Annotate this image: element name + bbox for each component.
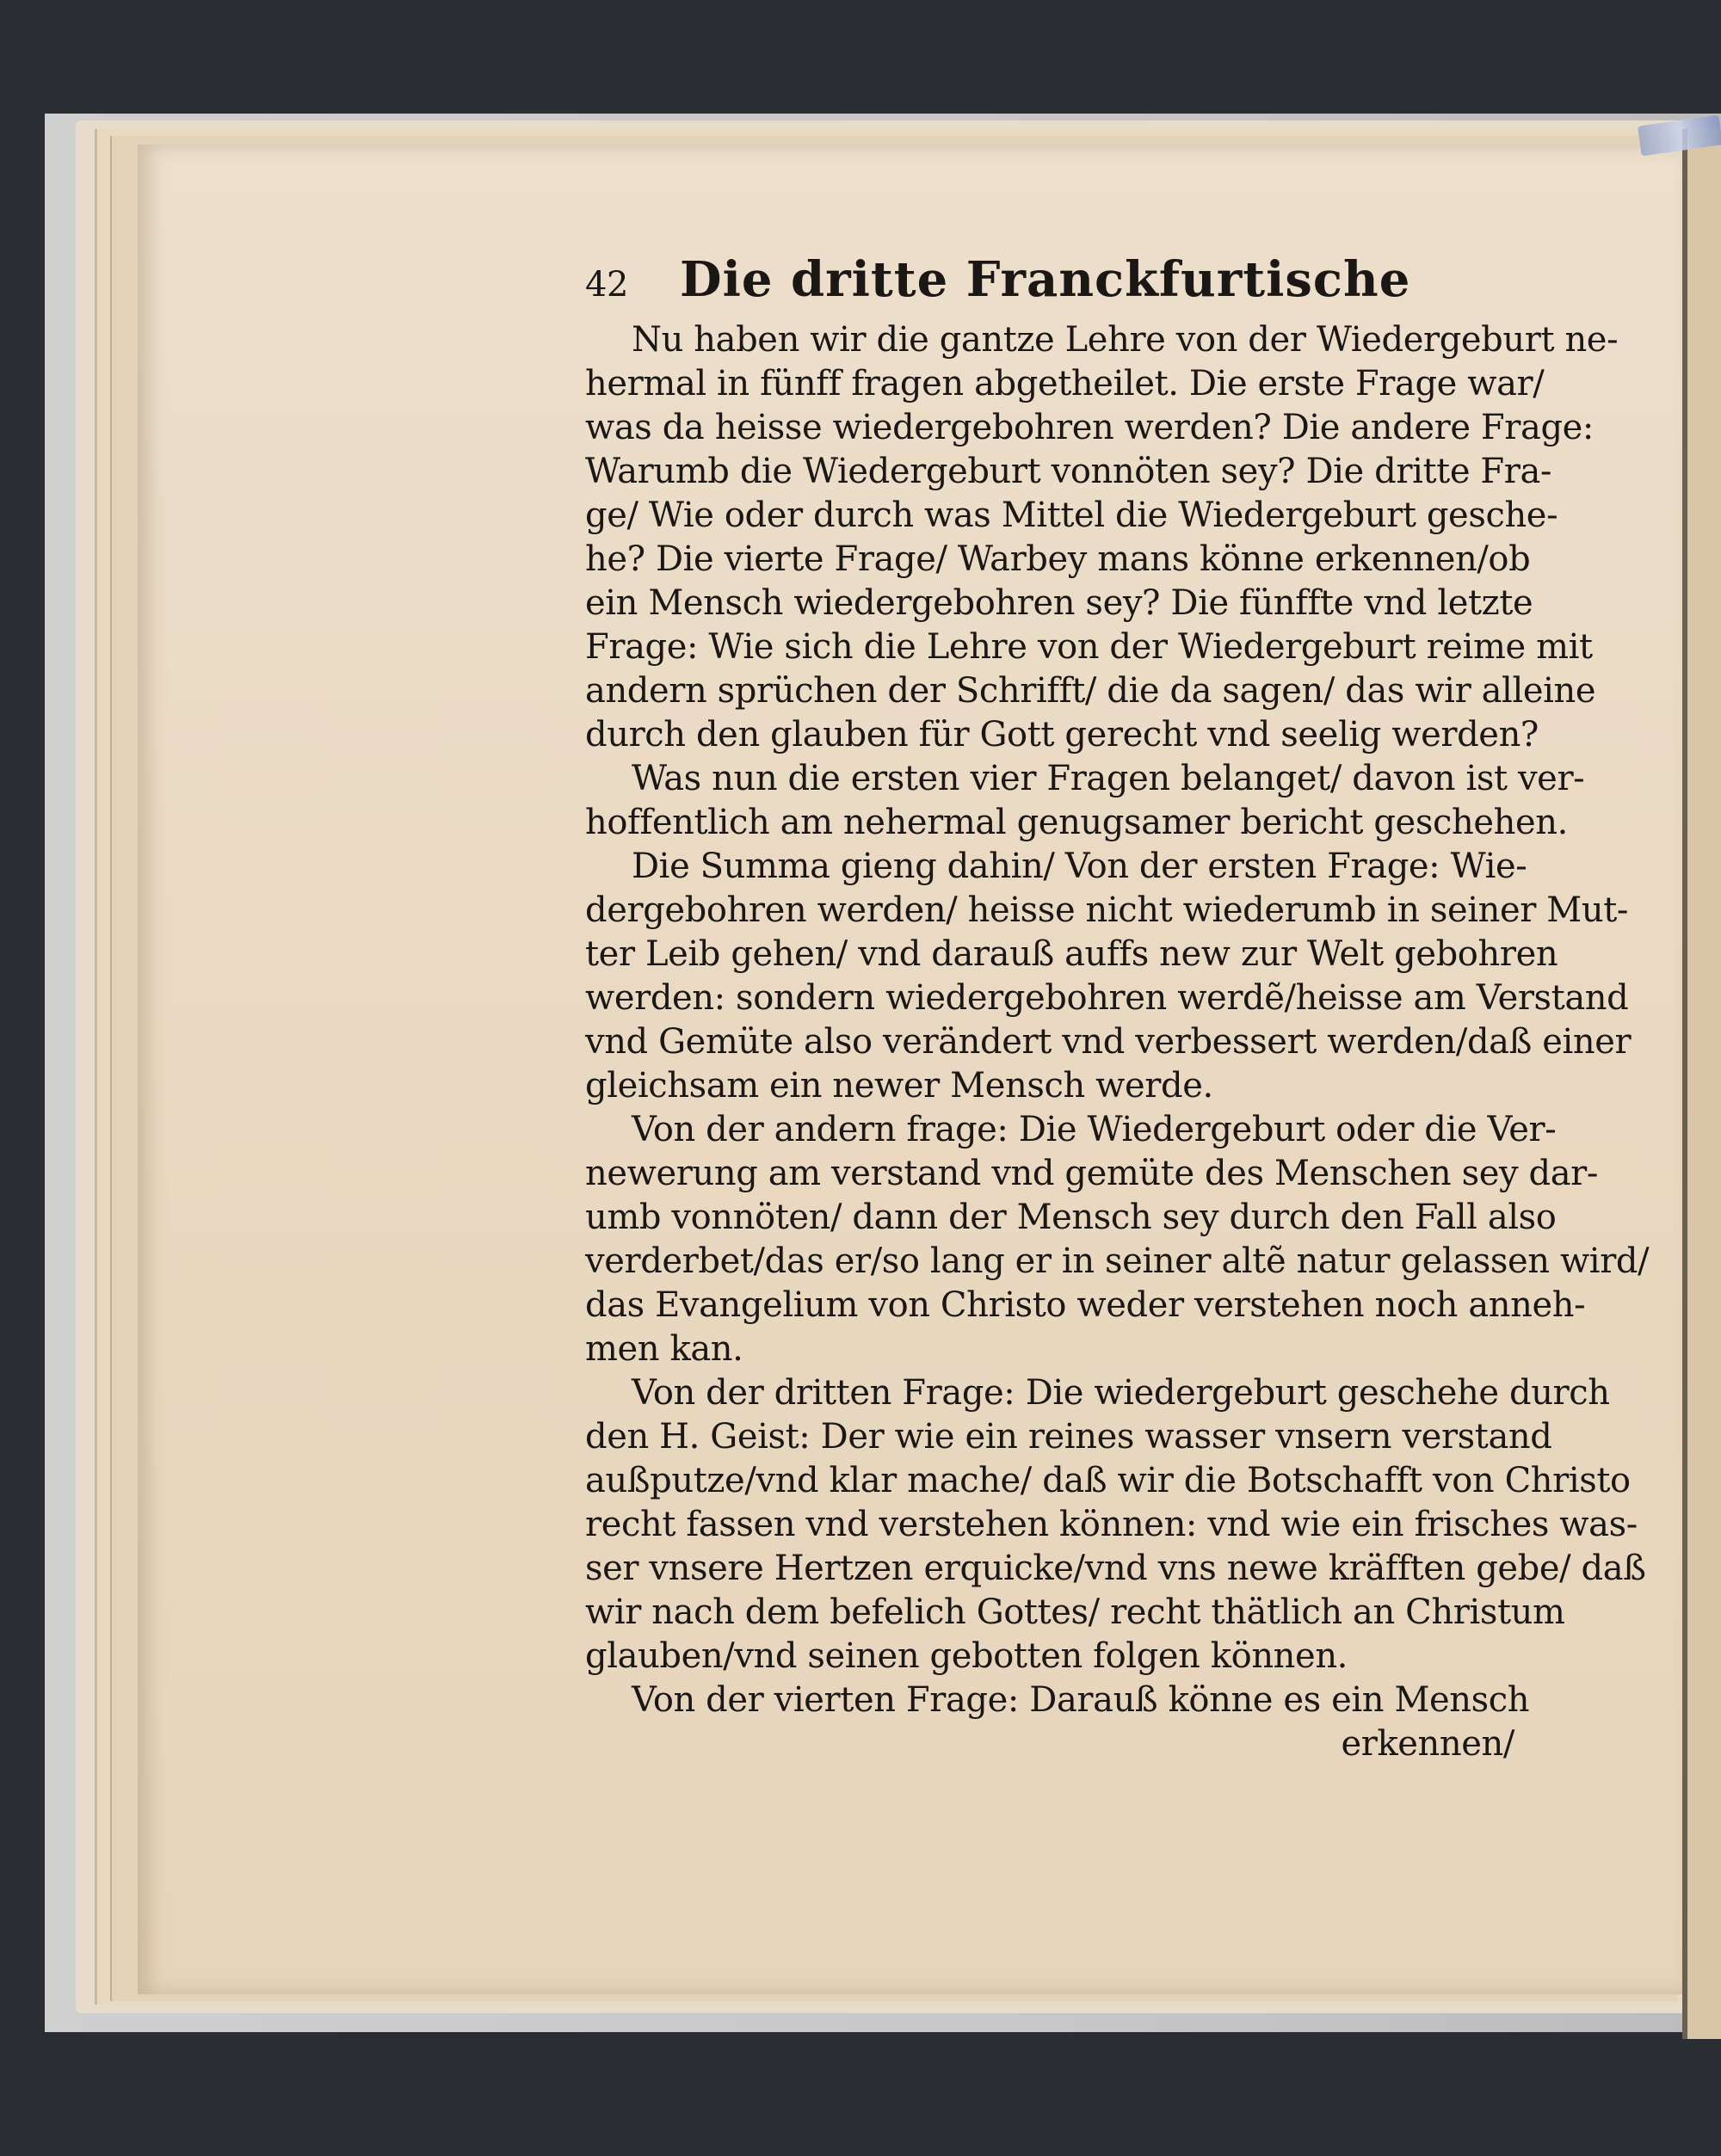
- text-line: umb vonnöten/ dann der Mensch sey durch den Fall also: [585, 1198, 1557, 1237]
- text-line: den H. Geist: Der wie ein reines wasser vnsern verstand: [585, 1417, 1552, 1457]
- page-header: [585, 251, 1532, 318]
- text-line: andern sprüchen der Schrifft/ die da sagen/ das wir alleine: [585, 671, 1596, 711]
- text-line: werden: sondern wiedergebohren werdẽ/heisse am Verstand: [585, 978, 1629, 1018]
- text-line: Was nun die ersten vier Fragen belanget/ davon ist ver-: [632, 759, 1585, 798]
- text-line: recht fassen vnd verstehen können: vnd wie ein frisches was-: [585, 1505, 1638, 1544]
- text-line: men kan.: [585, 1329, 743, 1369]
- text-line: durch den glauben für Gott gerecht vnd seelig werden?: [585, 715, 1539, 755]
- text-line: newerung am verstand vnd gemüte des Menschen sey dar-: [585, 1154, 1598, 1193]
- text-line: außputze/vnd klar mache/ daß wir die Botschafft von Christo: [585, 1461, 1631, 1500]
- text-line: Von der andern frage: Die Wiedergeburt oder die Ver-: [632, 1110, 1557, 1149]
- text-line: Nu haben wir die gantze Lehre von der Wiedergeburt ne-: [632, 320, 1619, 360]
- text-line: glauben/vnd seinen gebotten folgen können.: [585, 1636, 1348, 1676]
- text-line: hoffentlich am nehermal genugsamer bericht geschehen.: [585, 803, 1568, 842]
- text-line: ge/ Wie oder durch was Mittel die Wiedergeburt gesche-: [585, 496, 1558, 535]
- text-line: ein Mensch wiedergebohren sey? Die fünffte vnd letzte: [585, 583, 1533, 623]
- running-title: Die dritte Franckfurtische: [680, 251, 1411, 308]
- page-text-block: [585, 251, 1650, 1766]
- text-line: dergebohren werden/ heisse nicht wiederumb in seiner Mut-: [585, 890, 1628, 930]
- text-line: Die Summa gieng dahin/ Von der ersten Frage: Wie-: [632, 847, 1527, 886]
- catchword: erkennen/: [1341, 1724, 1514, 1764]
- text-line: Von der dritten Frage: Die wiedergeburt geschehe durch: [632, 1373, 1610, 1413]
- text-line: Frage: Wie sich die Lehre von der Wiedergeburt reime mit: [585, 627, 1593, 667]
- text-line: gleichsam ein newer Mensch werde.: [585, 1066, 1213, 1106]
- facing-page-edge: [1682, 129, 1721, 2039]
- text-line: ter Leib gehen/ vnd darauß auffs new zur Welt gebohren: [585, 934, 1558, 974]
- text-line: das Evangelium von Christo weder verstehen noch anneh-: [585, 1285, 1586, 1325]
- text-line: ser vnsere Hertzen erquicke/vnd vns newe kräfften gebe/ daß: [585, 1549, 1646, 1588]
- text-line: Von der vierten Frage: Darauß könne es ein Mensch: [632, 1680, 1530, 1720]
- page-number: 42: [585, 265, 629, 305]
- text-line: wir nach dem befelich Gottes/ recht thätlich an Christum: [585, 1592, 1565, 1632]
- text-line: Warumb die Wiedergeburt vonnöten sey? Die dritte Fra-: [585, 452, 1552, 491]
- text-line: he? Die vierte Frage/ Warbey mans könne erkennen/ob: [585, 539, 1531, 579]
- text-line: vnd Gemüte also verändert vnd verbessert werden/daß einer: [585, 1022, 1632, 1062]
- text-line: verderbet/das er/so lang er in seiner altẽ natur gelassen wird/: [585, 1241, 1650, 1281]
- text-line: hermal in fünff fragen abgetheilet. Die erste Frage war/: [585, 364, 1545, 403]
- text-line: was da heisse wiedergebohren werden? Die andere Frage:: [585, 408, 1595, 447]
